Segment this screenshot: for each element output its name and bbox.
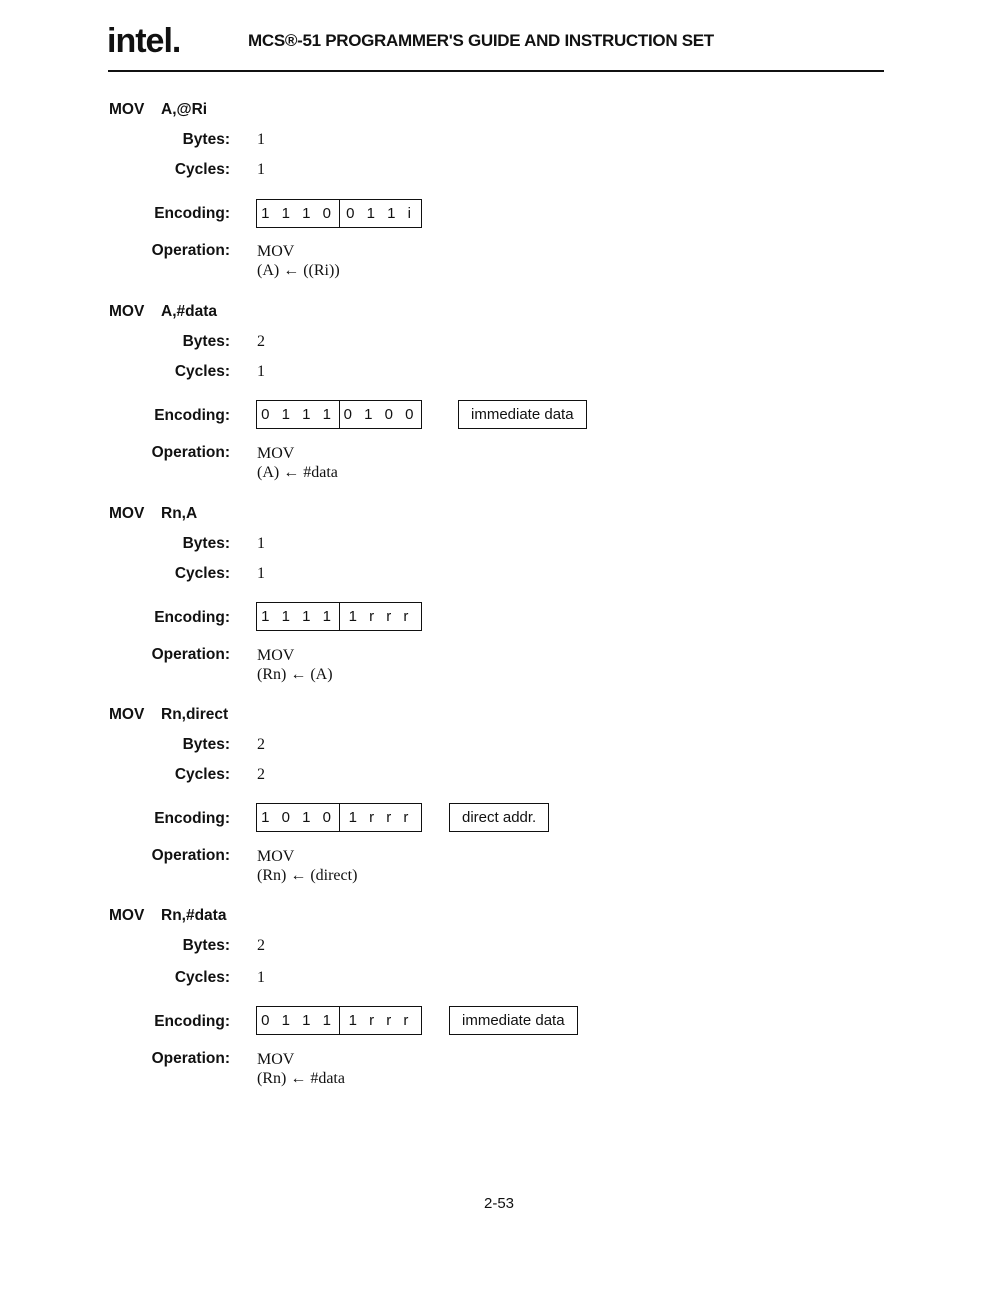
encoding-label: Encoding:: [154, 205, 230, 222]
cycles-value: 2: [257, 766, 265, 783]
mnemonic: MOV: [109, 505, 145, 522]
operation-line-1: MOV: [257, 445, 295, 462]
cycles-label: Cycles:: [174, 161, 230, 178]
encoding-box: [256, 400, 422, 429]
bytes-label: Bytes:: [182, 937, 230, 954]
mnemonic: MOV: [109, 101, 145, 118]
bytes-label: Bytes:: [182, 333, 230, 350]
cycles-value: 1: [257, 969, 265, 986]
encoding-label: Encoding:: [154, 609, 230, 626]
operation-line-2: (A) ← #data: [257, 464, 338, 481]
encoding-label: Encoding:: [154, 1013, 230, 1030]
encoding-label: Encoding:: [154, 407, 230, 424]
encoding-low-nibble: 0 1 0 0: [339, 401, 421, 428]
encoding-low-nibble: 1 r r r: [339, 804, 421, 831]
instruction-title: [109, 101, 207, 119]
page-number: 2-53: [484, 1195, 515, 1212]
immediate-data-box: immediate data: [458, 400, 587, 429]
operation-text: [257, 1050, 345, 1088]
operation-line-1: MOV: [257, 1051, 295, 1068]
operation-text: [257, 242, 340, 280]
mnemonic: MOV: [109, 907, 145, 924]
encoding-box: [256, 199, 422, 228]
cycles-label: Cycles:: [174, 766, 230, 783]
direct-addr-box: direct addr.: [449, 803, 549, 832]
page-header-title: MCS®-51 PROGRAMMER'S GUIDE AND INSTRUCTION SET: [248, 31, 714, 50]
instruction-title: [109, 505, 197, 523]
operation-line-2: (Rn) ← (A): [257, 666, 333, 683]
operation-label: Operation:: [151, 242, 230, 259]
instruction-title: [109, 706, 228, 724]
operation-text: [257, 444, 338, 482]
bytes-value: 2: [257, 736, 265, 753]
mnemonic: MOV: [109, 303, 145, 320]
operands: Rn,A: [161, 505, 198, 522]
encoding-label: Encoding:: [154, 810, 230, 827]
operands: A,@Ri: [161, 101, 208, 118]
operation-line-1: MOV: [257, 243, 295, 260]
encoding-box: [256, 602, 422, 631]
operation-label: Operation:: [151, 847, 230, 864]
operation-label: Operation:: [151, 444, 230, 461]
bytes-label: Bytes:: [182, 131, 230, 148]
encoding-box: [256, 803, 422, 832]
bytes-value: 2: [257, 937, 265, 954]
cycles-value: 1: [257, 161, 265, 178]
operands: Rn,#data: [161, 907, 227, 924]
instruction-title: [109, 303, 217, 321]
operation-line-1: MOV: [257, 647, 295, 664]
cycles-label: Cycles:: [174, 565, 230, 582]
immediate-data-box: immediate data: [449, 1006, 578, 1035]
cycles-value: 1: [257, 363, 265, 380]
encoding-high-nibble: 0 1 1 1: [261, 1012, 335, 1029]
bytes-label: Bytes:: [182, 535, 230, 552]
encoding-low-nibble: 1 r r r: [339, 603, 421, 630]
encoding-box: [256, 1006, 422, 1035]
intel-logo: intel.: [107, 22, 181, 60]
operands: Rn,direct: [161, 706, 229, 723]
bytes-value: 1: [257, 131, 265, 148]
operation-text: [257, 847, 357, 885]
cycles-value: 1: [257, 565, 265, 582]
encoding-low-nibble: 1 r r r: [339, 1007, 421, 1034]
instruction-title: [109, 907, 226, 925]
encoding-low-nibble: 0 1 1 i: [339, 200, 421, 227]
encoding-high-nibble: 1 1 1 0: [261, 205, 335, 222]
operation-line-2: (Rn) ← (direct): [257, 867, 358, 884]
operands: A,#data: [161, 303, 217, 320]
operation-label: Operation:: [151, 1050, 230, 1067]
bytes-label: Bytes:: [182, 736, 230, 753]
operation-label: Operation:: [151, 646, 230, 663]
operation-text: [257, 646, 333, 684]
header-rule: [108, 70, 884, 72]
bytes-value: 2: [257, 333, 265, 350]
bytes-value: 1: [257, 535, 265, 552]
cycles-label: Cycles:: [174, 969, 230, 986]
cycles-label: Cycles:: [174, 363, 230, 380]
encoding-high-nibble: 1 0 1 0: [261, 809, 335, 826]
operation-line-1: MOV: [257, 848, 295, 865]
encoding-high-nibble: 1 1 1 1: [261, 608, 335, 625]
operation-line-2: (Rn) ← #data: [257, 1070, 345, 1087]
encoding-high-nibble: 0 1 1 1: [261, 406, 335, 423]
operation-line-2: (A) ← ((Ri)): [257, 262, 340, 279]
mnemonic: MOV: [109, 706, 145, 723]
